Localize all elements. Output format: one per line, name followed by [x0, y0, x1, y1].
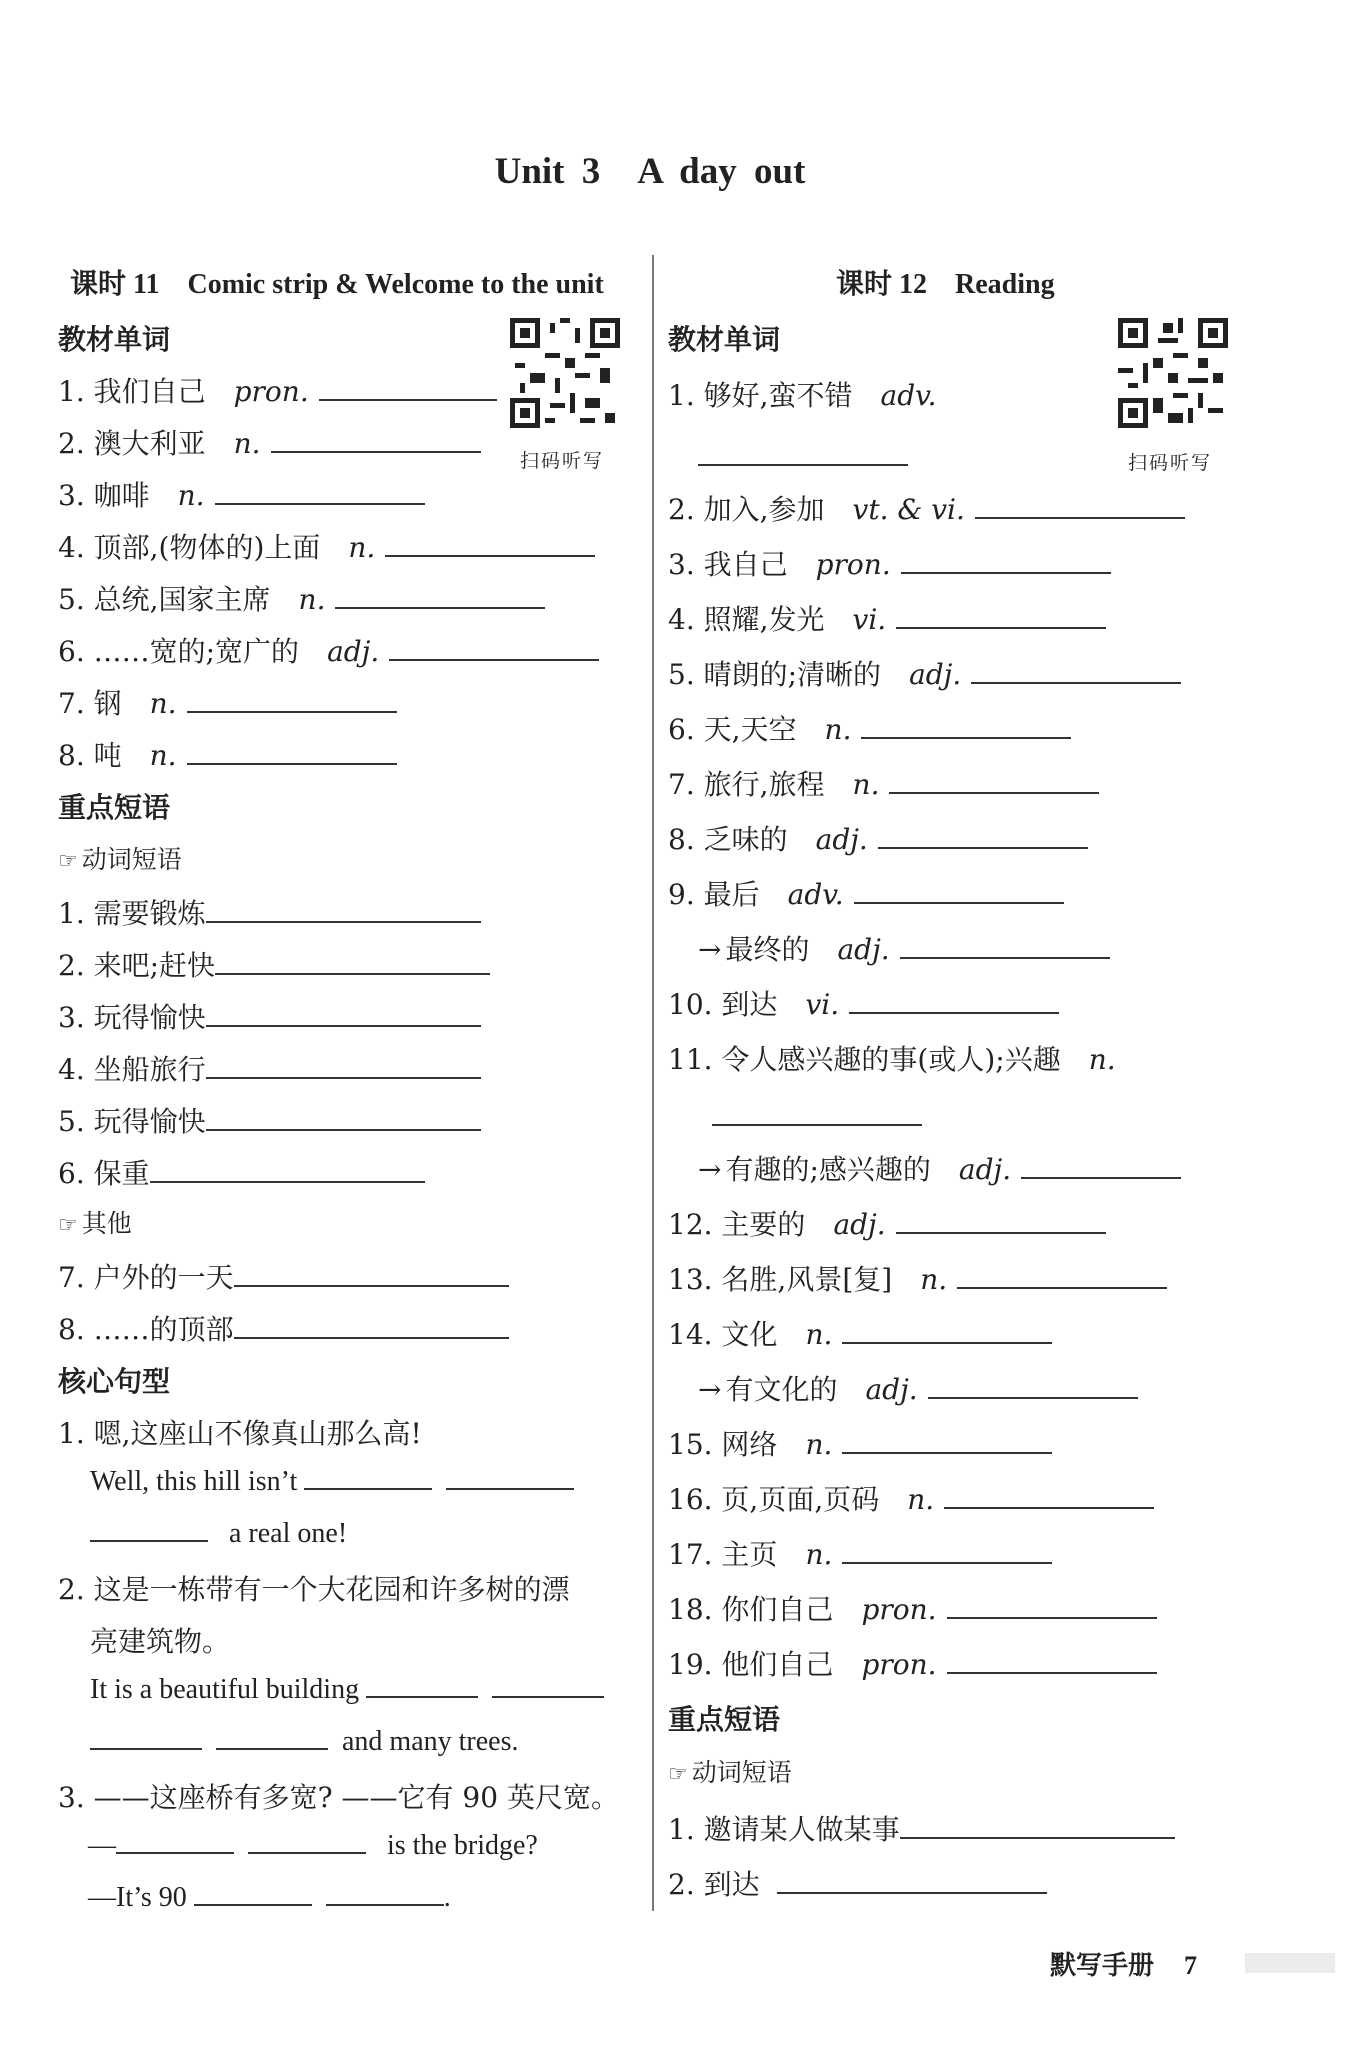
answer-blank[interactable] — [150, 1157, 425, 1183]
vocab-item: 7. 钢 n. — [58, 682, 397, 722]
vocab-item: 5. 总统,国家主席 n. — [58, 578, 545, 618]
answer-blank[interactable] — [900, 1813, 1175, 1839]
answer-blank[interactable] — [849, 988, 1059, 1014]
vocab-item: 6. ……宽的;宽广的 adj. — [58, 630, 599, 670]
vocab-item-derived: → 最终的 adj. — [698, 928, 1110, 968]
vocab-item: 19. 他们自己 pron. — [668, 1643, 1157, 1683]
sentence-cn: 1. 嗯,这座山不像真山那么高! — [58, 1417, 422, 1450]
answer-blank[interactable] — [215, 949, 490, 975]
answer-blank[interactable] — [234, 1313, 509, 1339]
answer-blank[interactable] — [187, 687, 397, 713]
phrase-item: 2. 到达 — [668, 1863, 1047, 1903]
answer-blank[interactable] — [366, 1672, 478, 1698]
phrase-item: 3. 玩得愉快 — [58, 996, 481, 1036]
arrow-icon: → — [698, 1153, 722, 1186]
answer-blank[interactable] — [446, 1464, 574, 1490]
answer-blank[interactable] — [944, 1483, 1154, 1509]
lesson-12-heading — [836, 262, 1055, 302]
vocab-item: 1. 我们自己 pron. — [58, 370, 497, 410]
phrase-item: 1. 需要锻炼 — [58, 892, 481, 932]
vocab-item: 2. 加入,参加 vt. & vi. — [668, 488, 1185, 528]
answer-blank[interactable] — [206, 1001, 481, 1027]
vocab-item: 10. 到达 vi. — [668, 983, 1059, 1023]
sentence-en: and many trees. — [90, 1724, 519, 1758]
vocab-item-continued — [712, 1100, 922, 1133]
phrase-item: 5. 玩得愉快 — [58, 1100, 481, 1140]
answer-blank[interactable] — [216, 1724, 328, 1750]
answer-blank[interactable] — [842, 1318, 1052, 1344]
answer-blank[interactable] — [206, 1053, 481, 1079]
pointing-hand-icon: ☞ — [58, 1213, 78, 1238]
answer-blank[interactable] — [854, 878, 1064, 904]
phrase-item: 8. ……的顶部 — [58, 1308, 509, 1348]
vocab-item: 13. 名胜,风景[复] n. — [668, 1258, 1167, 1298]
answer-blank[interactable] — [957, 1263, 1167, 1289]
vocab-item: 16. 页,页面,页码 n. — [668, 1478, 1154, 1518]
vocab-item: 4. 照耀,发光 vi. — [668, 598, 1106, 638]
answer-blank[interactable] — [896, 1208, 1106, 1234]
answer-blank[interactable] — [492, 1672, 604, 1698]
answer-blank[interactable] — [248, 1828, 366, 1854]
sentence-cn: 亮建筑物。 — [90, 1625, 231, 1658]
answer-blank[interactable] — [187, 739, 397, 765]
lesson-11-title: Comic strip & Welcome to the unit — [187, 269, 604, 300]
answer-blank[interactable] — [975, 493, 1185, 519]
answer-blank[interactable] — [861, 713, 1071, 739]
pointing-hand-icon: ☞ — [668, 1762, 688, 1787]
phrase-item: 4. 坐船旅行 — [58, 1048, 481, 1088]
phrase-item: 7. 户外的一天 — [58, 1256, 509, 1296]
vocab-item: 3. 咖啡 n. — [58, 474, 425, 514]
answer-blank[interactable] — [878, 823, 1088, 849]
phrase-item: 1. 邀请某人做某事 — [668, 1808, 1175, 1848]
page-footer — [1050, 1945, 1197, 1982]
answer-blank[interactable] — [234, 1261, 509, 1287]
vocab-item: 1. 够好,蛮不错 adv. — [668, 379, 937, 412]
answer-blank[interactable] — [712, 1100, 922, 1126]
answer-blank[interactable] — [319, 375, 497, 401]
left-phrase-heading: 重点短语 — [58, 791, 171, 824]
answer-blank[interactable] — [385, 531, 595, 557]
answer-blank[interactable] — [698, 440, 908, 466]
sentence-cn: 3. ——这座桥有多宽? ——它有 90 英尺宽。 — [58, 1781, 619, 1814]
qr-code-icon[interactable] — [510, 318, 620, 428]
page-number: 7 — [1184, 1951, 1198, 1980]
vocab-item: 3. 我自己 pron. — [668, 543, 1111, 583]
answer-blank[interactable] — [947, 1593, 1157, 1619]
pointing-hand-icon: ☞ — [58, 849, 78, 874]
vocab-item-continued — [698, 440, 908, 473]
answer-blank[interactable] — [304, 1464, 432, 1490]
column-divider — [652, 255, 654, 1911]
lesson-11-number: 课时 11 — [70, 269, 160, 300]
vocab-item-derived: → 有文化的 adj. — [698, 1368, 1138, 1408]
sentence-en: a real one! — [90, 1516, 347, 1550]
answer-blank[interactable] — [206, 897, 481, 923]
sentence-en: —It’s 90 . — [88, 1882, 451, 1913]
vocab-item-derived: → 有趣的;感兴趣的 adj. — [698, 1148, 1181, 1188]
answer-blank[interactable] — [896, 603, 1106, 629]
qr-code-icon[interactable] — [1118, 318, 1228, 428]
qr-caption: 扫码听写 — [520, 450, 605, 472]
lesson-11-heading — [70, 262, 604, 302]
vocab-item: 2. 澳大利亚 n. — [58, 422, 481, 462]
vocab-item: 12. 主要的 adj. — [668, 1203, 1106, 1243]
answer-blank[interactable] — [842, 1538, 1052, 1564]
answer-blank[interactable] — [90, 1516, 208, 1542]
answer-blank[interactable] — [271, 427, 481, 453]
vocab-item: 14. 文化 n. — [668, 1313, 1052, 1353]
vocab-item: 9. 最后 adv. — [668, 873, 1064, 913]
vocab-item: 8. 乏味的 adj. — [668, 818, 1088, 858]
sentence-cn: 2. 这是一栋带有一个大花园和许多树的漂 — [58, 1573, 570, 1606]
answer-blank[interactable] — [900, 933, 1110, 959]
answer-blank[interactable] — [1021, 1153, 1181, 1179]
answer-blank[interactable] — [889, 768, 1099, 794]
arrow-icon: → — [698, 933, 722, 966]
vocab-item: 11. 令人感兴趣的事(或人);兴趣 n. — [668, 1043, 1116, 1076]
answer-blank[interactable] — [928, 1373, 1138, 1399]
phrase-item: 6. 保重 — [58, 1152, 425, 1192]
sentence-en: Well, this hill isn’t — [90, 1464, 574, 1498]
answer-blank[interactable] — [335, 583, 545, 609]
sentence-heading: 核心句型 — [58, 1365, 171, 1398]
vocab-item: 7. 旅行,旅程 n. — [668, 763, 1099, 803]
vocab-item: 15. 网络 n. — [668, 1423, 1052, 1463]
answer-blank[interactable] — [116, 1828, 234, 1854]
vocab-item: 6. 天,天空 n. — [668, 708, 1071, 748]
vocab-item: 17. 主页 n. — [668, 1533, 1052, 1573]
lesson-12-title: Reading — [955, 269, 1055, 300]
answer-blank[interactable] — [90, 1724, 202, 1750]
lesson-12-number: 课时 12 — [836, 269, 928, 300]
footer-decoration — [1245, 1953, 1335, 1973]
verb-phrase-subheading: ☞ 动词短语 — [58, 845, 182, 874]
answer-blank[interactable] — [194, 1880, 312, 1906]
sentence-en: — is the bridge? — [88, 1830, 538, 1861]
answer-blank[interactable] — [777, 1868, 1047, 1894]
vocab-item: 8. 吨 n. — [58, 734, 397, 774]
other-subheading: ☞ 其他 — [58, 1209, 132, 1238]
vocab-item: 18. 你们自己 pron. — [668, 1588, 1157, 1628]
footer-label: 默写手册 — [1050, 1951, 1155, 1981]
answer-blank[interactable] — [206, 1105, 481, 1131]
vocab-item: 5. 晴朗的;清晰的 adj. — [668, 653, 1181, 693]
verb-phrase-subheading: ☞ 动词短语 — [668, 1758, 792, 1787]
right-phrase-heading: 重点短语 — [668, 1703, 781, 1736]
vocab-item: 4. 顶部,(物体的)上面 n. — [58, 526, 595, 566]
qr-caption: 扫码听写 — [1128, 452, 1213, 474]
arrow-icon: → — [698, 1373, 722, 1406]
answer-blank[interactable] — [842, 1428, 1052, 1454]
sentence-en: It is a beautiful building — [90, 1672, 604, 1706]
left-vocab-heading: 教材单词 — [58, 323, 171, 356]
answer-blank[interactable] — [947, 1648, 1157, 1674]
right-vocab-heading: 教材单词 — [668, 323, 781, 356]
answer-blank[interactable] — [389, 635, 599, 661]
answer-blank[interactable] — [215, 479, 425, 505]
answer-blank[interactable] — [901, 548, 1111, 574]
answer-blank[interactable] — [971, 658, 1181, 684]
answer-blank[interactable] — [326, 1880, 444, 1906]
page-title: Unit 3 A day out — [494, 151, 806, 192]
phrase-item: 2. 来吧;赶快 — [58, 944, 490, 984]
